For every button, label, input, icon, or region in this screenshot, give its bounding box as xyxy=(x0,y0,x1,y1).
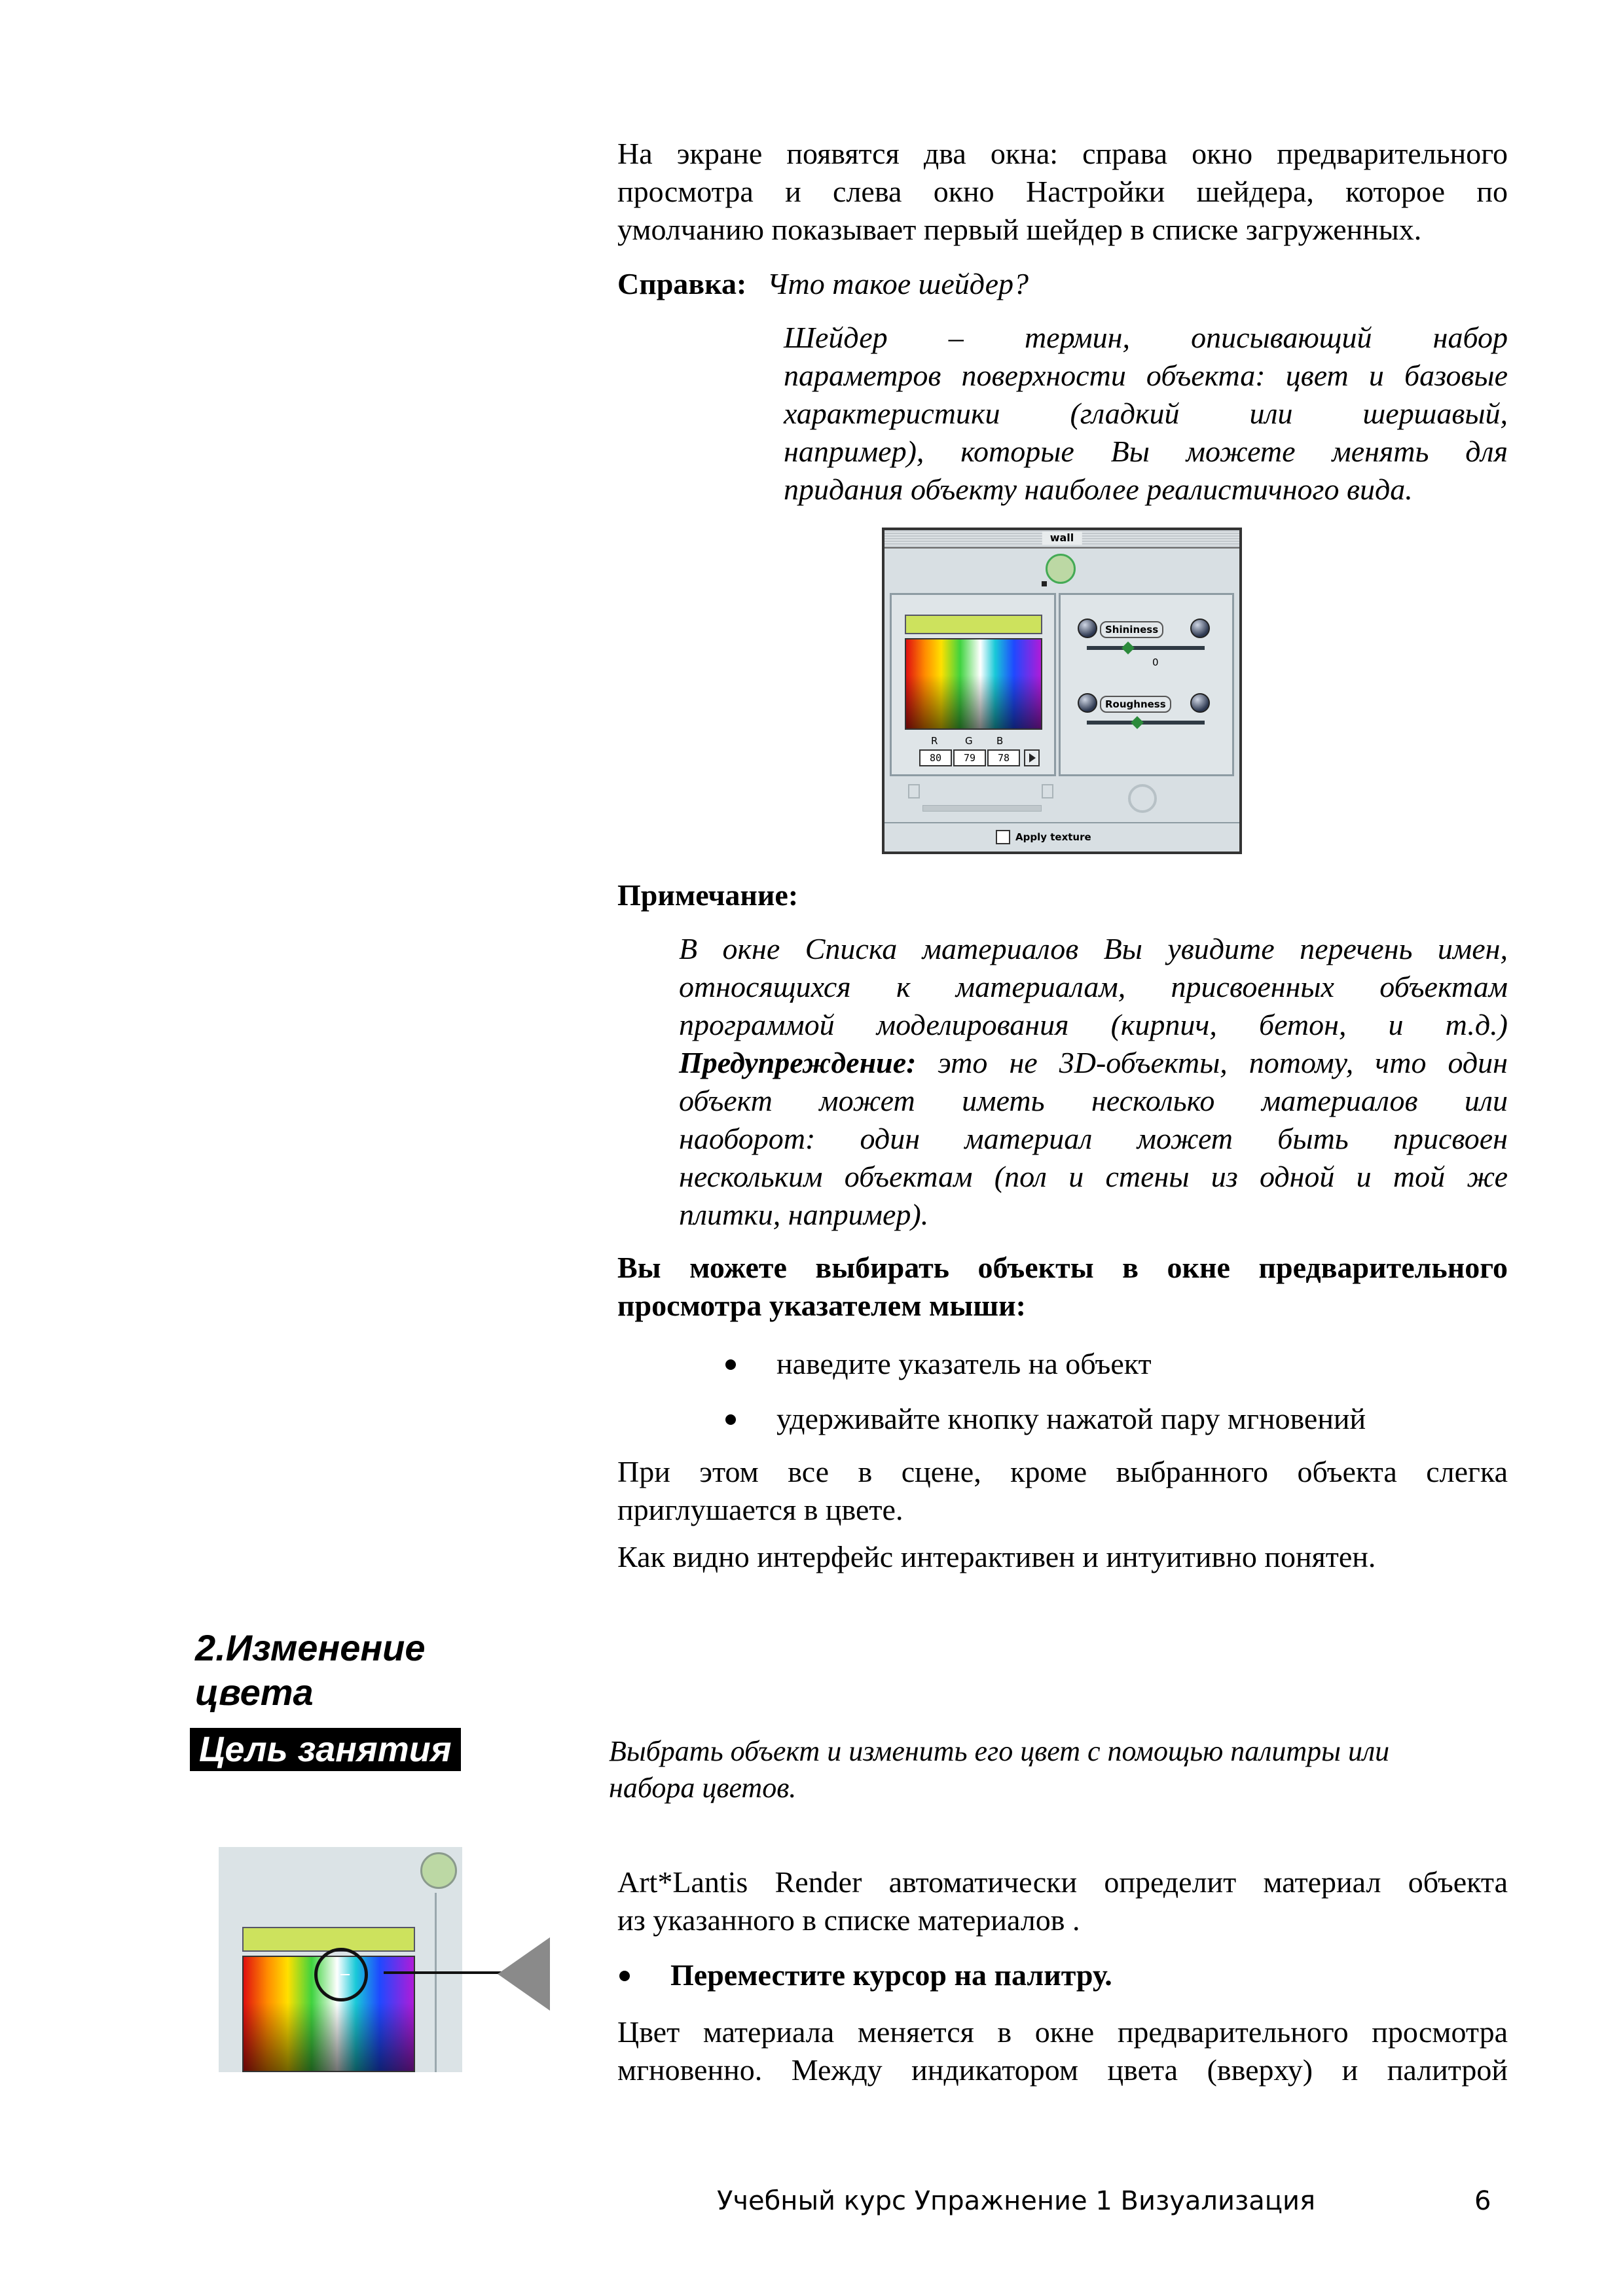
shader-settings-panel xyxy=(882,528,1242,854)
palette-preview-circle xyxy=(420,1852,457,1889)
apply-texture-label: Apply texture xyxy=(1015,831,1091,843)
panel-title-bar[interactable] xyxy=(884,530,1239,548)
palette-swatch xyxy=(242,1927,415,1952)
palette-divider xyxy=(435,1893,437,2072)
roughness-label: Roughness xyxy=(1100,696,1171,713)
shininess-minus-knob[interactable] xyxy=(1078,619,1097,638)
note-line: наоборот: один материал может быть присвоен xyxy=(679,1122,1508,1155)
note-warning-line xyxy=(679,1044,1508,1082)
help-line: например), которые Вы можете менять для xyxy=(784,435,1508,468)
render-line: Art*Lantis Render автоматически определит материал объекта xyxy=(617,1865,1508,1899)
bullet-icon xyxy=(725,1414,736,1425)
pointer-arrow-icon xyxy=(498,1937,550,2011)
select-heading-line: Вы можете выбирать объекты в окне предварительного xyxy=(617,1251,1508,1284)
rgb-input-r[interactable]: 80 xyxy=(919,749,952,766)
play-arrow-icon xyxy=(1029,753,1036,762)
roughness-slider-thumb[interactable] xyxy=(1131,716,1144,729)
note-line: плитки, например). xyxy=(679,1198,929,1231)
intro-line: умолчанию показывает первый шейдер в списке загруженных. xyxy=(617,213,1422,246)
warning-label: Предупреждение: xyxy=(679,1046,917,1079)
rgb-header-g: G xyxy=(965,735,973,747)
material-preview-circle[interactable] xyxy=(1046,554,1076,584)
select-heading xyxy=(617,1249,1508,1325)
select-heading-line: просмотра указателем мыши: xyxy=(617,1289,1026,1322)
section-title-line: цвета xyxy=(195,1672,314,1713)
render-bullet: Переместите курсор на палитру. xyxy=(670,1958,1112,1992)
color-indicator-swatch[interactable] xyxy=(905,615,1042,634)
note-body xyxy=(679,930,1508,1234)
refresh-icon[interactable] xyxy=(1128,784,1157,813)
roughness-plus-knob[interactable] xyxy=(1190,693,1210,713)
render-paragraph-2 xyxy=(617,2013,1508,2089)
color-palette[interactable] xyxy=(905,638,1042,730)
help-line: параметров поверхности объекта: цвет и базовые xyxy=(784,359,1508,392)
rgb-header-b: B xyxy=(996,735,1004,747)
render-paragraph xyxy=(617,1863,1508,1939)
sliders-subpanel xyxy=(1059,593,1234,776)
note-line: относящихся к материалам, присвоенных объектам xyxy=(679,970,1508,1003)
help-label: Справка: xyxy=(617,267,747,300)
help-definition xyxy=(784,319,1508,509)
help-line: характеристики (гладкий или шершавый, xyxy=(784,397,1508,430)
help-line: Шейдер – термин, описывающий набор xyxy=(784,321,1508,354)
bullet-icon xyxy=(725,1359,736,1370)
page-number: 6 xyxy=(1474,2186,1491,2216)
render-line: мгновенно. Между индикатором цвета (вверху) и палитрой xyxy=(617,2053,1508,2087)
render-line: из указанного в списке материалов . xyxy=(617,1903,1080,1937)
shininess-slider-thumb[interactable] xyxy=(1122,641,1135,655)
after-bullets-line: приглушается в цвете. xyxy=(617,1493,903,1526)
color-subpanel xyxy=(890,593,1056,776)
help-line: придания объекту наиболее реалистичного вида. xyxy=(784,473,1413,506)
pointer-line xyxy=(384,1971,505,1974)
crosshair-cursor-icon xyxy=(340,1974,350,1975)
roughness-slider[interactable] xyxy=(1087,721,1205,725)
texture-slider[interactable] xyxy=(922,805,1042,812)
rgb-input-g[interactable]: 79 xyxy=(953,749,986,766)
warning-text: это не 3D-объекты, потому, что один xyxy=(916,1046,1508,1079)
section-title xyxy=(195,1626,426,1715)
render-line: Цвет материала меняется в окне предварительного просмотра xyxy=(617,2015,1508,2049)
help-question: Что такое шейдер? xyxy=(767,267,1029,300)
preview-corner-marker xyxy=(1042,581,1047,586)
intro-line: просмотра и слева окно Настройки шейдера, которое по xyxy=(617,175,1508,208)
goal-line: набора цветов. xyxy=(609,1772,797,1804)
bullet-item: наведите указатель на объект xyxy=(776,1347,1152,1380)
after-bullets-paragraph xyxy=(617,1453,1508,1529)
shininess-value: 0 xyxy=(1152,656,1159,668)
goal-label: Цель занятия xyxy=(190,1728,461,1771)
panel-title: wall xyxy=(1042,531,1082,545)
texture-controls-row xyxy=(890,779,1234,825)
apply-texture-row xyxy=(884,822,1239,852)
note-line: нескольким объектам (пол и стены из одной и той же xyxy=(679,1160,1508,1193)
after-bullets-line: При этом все в сцене, кроме выбранного объекта слегка xyxy=(617,1455,1508,1488)
shininess-slider[interactable] xyxy=(1087,646,1205,650)
rgb-input-b[interactable]: 78 xyxy=(987,749,1020,766)
roughness-minus-knob[interactable] xyxy=(1078,693,1097,713)
goal-line: Выбрать объект и изменить его цвет с помощью палитры или xyxy=(609,1735,1390,1767)
after-bullets-conclusion: Как видно интерфейс интерактивен и интуитивно понятен. xyxy=(617,1540,1376,1573)
note-line: объект может иметь несколько материалов или xyxy=(679,1084,1508,1117)
palette-detail-screenshot xyxy=(219,1847,462,2072)
shininess-label: Shininess xyxy=(1100,621,1163,638)
intro-line: На экране появятся два окна: справа окно предварительного xyxy=(617,137,1508,170)
goal-text xyxy=(609,1733,1508,1806)
texture-right-button[interactable] xyxy=(1042,784,1053,798)
rgb-arrow-button[interactable] xyxy=(1024,749,1040,766)
texture-left-button[interactable] xyxy=(908,784,920,798)
help-question-row xyxy=(617,265,1508,303)
intro-paragraph xyxy=(617,135,1508,249)
section-title-line: 2.Изменение xyxy=(195,1627,426,1668)
apply-texture-checkbox[interactable] xyxy=(996,830,1010,844)
footer-course-title: Учебный курс Упражнение 1 Визуализация xyxy=(717,2186,1316,2216)
note-title: Примечание: xyxy=(617,878,799,912)
note-line: программой моделирования (кирпич, бетон, и т.д.) xyxy=(679,1008,1508,1041)
note-line: В окне Списка материалов Вы увидите перечень имен, xyxy=(679,932,1508,965)
bullet-icon xyxy=(619,1971,630,1981)
rgb-header-r: R xyxy=(931,735,938,747)
bullet-item: удерживайте кнопку нажатой пару мгновений xyxy=(776,1402,1366,1435)
shininess-plus-knob[interactable] xyxy=(1190,619,1210,638)
